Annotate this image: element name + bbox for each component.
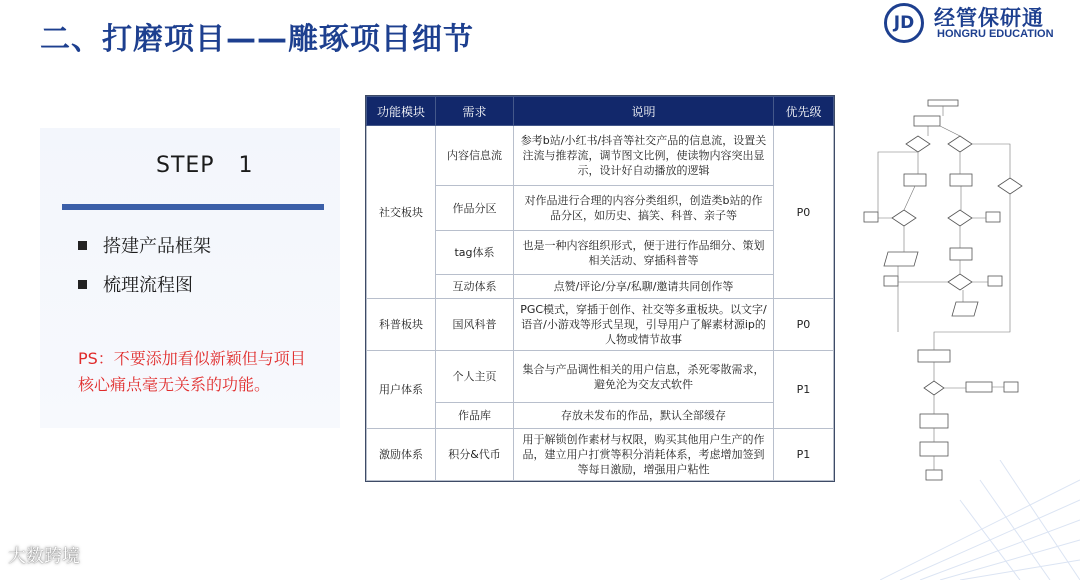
brand-logo	[884, 3, 1064, 45]
need-cell: 积分&代币	[436, 429, 514, 481]
flow-node	[950, 248, 972, 260]
priority-cell: P1	[774, 429, 834, 481]
flow-node	[950, 174, 972, 186]
flow-node	[884, 276, 898, 286]
header-need: 需求	[436, 97, 514, 126]
flow-node	[904, 174, 926, 186]
step-divider	[62, 204, 324, 210]
need-cell: 国风科普	[436, 299, 514, 351]
need-cell: 互动体系	[436, 275, 514, 299]
page-title: 二、打磨项目——雕琢项目细节	[40, 22, 474, 57]
bullet-item: 梳理流程图	[78, 271, 193, 297]
flow-decision	[906, 136, 930, 152]
desc-cell: 也是一种内容组织形式，便于进行作品细分、策划相关活动、穿插科普等	[514, 231, 774, 275]
requirements-table	[366, 96, 834, 481]
flow-node	[988, 276, 1002, 286]
priority-cell: P1	[774, 351, 834, 429]
module-cell: 科普板块	[367, 299, 436, 351]
desc-cell: 对作品进行合理的内容分类组织，创造类b站的作品分区，如历史、搞笑、科普、亲子等	[514, 186, 774, 231]
flow-node	[966, 382, 992, 392]
flow-node	[914, 116, 940, 126]
table-row	[367, 126, 834, 186]
desc-cell: 集合与产品调性相关的用户信息，杀死零散需求，避免沦为交友式软件	[514, 351, 774, 403]
table-header-row	[367, 97, 834, 126]
priority-cell: P0	[774, 299, 834, 351]
logo-subtitle: HONGRU EDUCATION	[937, 28, 1054, 40]
table-row	[367, 351, 834, 403]
desc-cell: 用于解锁创作素材与权限，购买其他用户生产的作品，建立用户打赏等积分消耗体系，考虑增加签到等每日激励，增强用户粘性	[514, 429, 774, 481]
flow-decision	[924, 381, 944, 395]
flow-node	[986, 212, 1000, 222]
table-row	[367, 403, 834, 429]
flow-node	[1004, 382, 1018, 392]
table-row	[367, 429, 834, 481]
flow-io	[884, 252, 918, 266]
desc-cell: PGC模式，穿插于创作、社交等多重板块。以文字/语音/小游戏等形式呈现，引导用户了解素材源ip的人物或情节故事	[514, 299, 774, 351]
module-cell: 用户体系	[367, 351, 436, 429]
header-priority: 优先级	[774, 97, 834, 126]
need-cell: 作品分区	[436, 186, 514, 231]
logo-mark-icon: JD	[884, 3, 924, 43]
flow-decision	[998, 178, 1022, 194]
logo-name: 经管保研通	[934, 6, 1044, 30]
need-cell: 内容信息流	[436, 126, 514, 186]
flow-node	[928, 100, 958, 106]
table-row	[367, 186, 834, 231]
need-cell: tag体系	[436, 231, 514, 275]
flow-decision	[892, 210, 916, 226]
desc-cell: 点赞/评论/分享/私聊/邀请共同创作等	[514, 275, 774, 299]
watermark: 大数跨境	[8, 546, 80, 567]
module-cell: 激励体系	[367, 429, 436, 481]
flow-node	[920, 414, 948, 428]
need-cell: 个人主页	[436, 351, 514, 403]
ps-note: PS：不要添加看似新颖但与项目核心痛点毫无关系的功能。	[78, 349, 306, 394]
bullet-square-icon	[78, 241, 87, 250]
flow-node	[920, 442, 948, 456]
table-row	[367, 231, 834, 275]
flow-decision	[948, 210, 972, 226]
table-row	[367, 299, 834, 351]
flow-node	[926, 470, 942, 480]
bullet-item: 搭建产品框架	[78, 232, 211, 258]
table-row	[367, 275, 834, 299]
flow-decision	[948, 274, 972, 290]
flow-io	[952, 302, 978, 316]
header-desc: 说明	[514, 97, 774, 126]
priority-cell: P0	[774, 126, 834, 299]
module-cell: 社交板块	[367, 126, 436, 299]
flow-node	[864, 212, 878, 222]
header-module: 功能模块	[367, 97, 436, 126]
flow-decision	[948, 136, 972, 152]
desc-cell: 参考b站/小红书/抖音等社交产品的信息流，设置关注流与推荐流，调节图文比例，使读物内容突出显示，设计好自动播放的逻辑	[514, 126, 774, 186]
flow-node	[918, 350, 950, 362]
need-cell: 作品库	[436, 403, 514, 429]
desc-cell: 存放未发布的作品，默认全部缓存	[514, 403, 774, 429]
step-title: STEP 1	[156, 153, 254, 178]
flowchart-thumbnail	[858, 92, 1080, 492]
bullet-square-icon	[78, 280, 87, 289]
